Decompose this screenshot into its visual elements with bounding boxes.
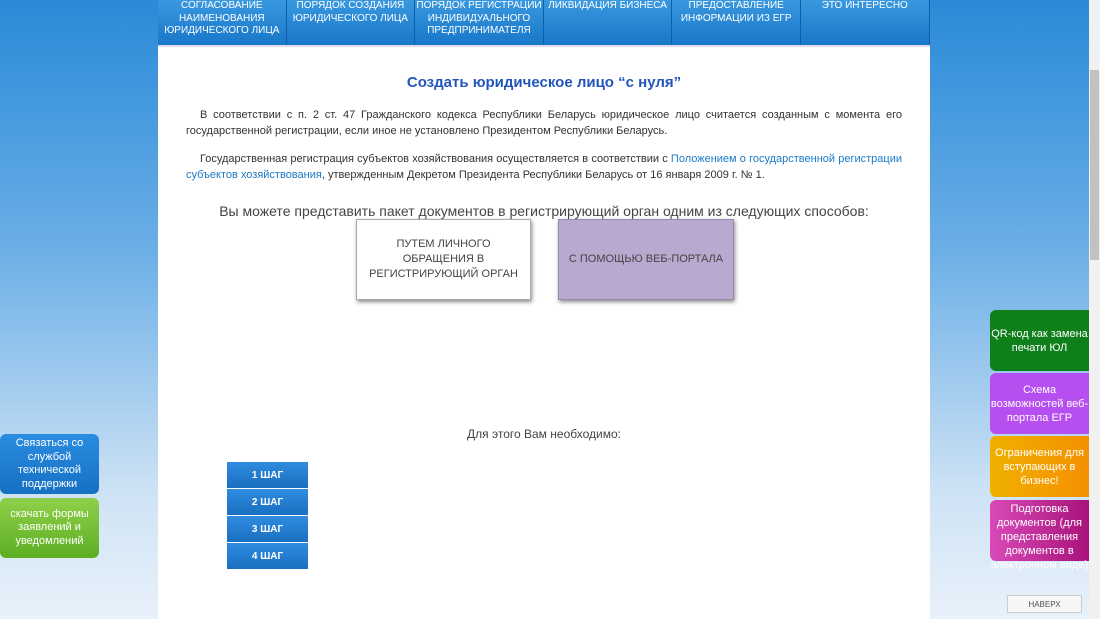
paragraph xyxy=(186,151,902,183)
in-person-button[interactable]: ПУТЕМ ЛИЧНОГО ОБРАЩЕНИЯ В РЕГИСТРИРУЮЩИЙ ОРГАН xyxy=(356,219,531,300)
scrollbar[interactable] xyxy=(1089,0,1100,619)
methods-heading: Вы можете представить пакет документов в регистрирующий орган одним из следующих способов: xyxy=(219,203,869,219)
support-button[interactable]: Связаться со службой технической поддержки xyxy=(0,434,99,494)
regulation-link[interactable]: Положением о государственной регистрации субъектов хозяйствования xyxy=(186,153,902,181)
page-title: Создать юридическое лицо “с нуля” xyxy=(406,74,682,91)
back-to-top-button[interactable]: НАВЕРХ xyxy=(1007,595,1082,613)
text: , утвержденным Декретом Президента Республики Беларусь от 16 января 2009 г. № 1. xyxy=(321,169,765,181)
step-1-button[interactable]: 1 ШАГ xyxy=(227,462,308,488)
nav-item[interactable]: ЛИКВИДАЦИЯ БИЗНЕСА xyxy=(544,0,673,45)
nav-item[interactable]: ПОРЯДОК РЕГИСТРАЦИИ ИНДИВИДУАЛЬНОГО ПРЕДПРИНИМАТЕЛЯ xyxy=(415,0,544,45)
restrictions-button[interactable]: Ограничения для вступающих в бизнес! xyxy=(990,436,1089,497)
text: В соответствии с п. 2 ст. 47 Гражданского кодекса Республики Беларусь юридическое лицо считается созданным с момента его государственной регистрации, если иное не установлено Президентом Республики Беларусь. xyxy=(186,109,902,137)
step-3-button[interactable]: 3 ШАГ xyxy=(227,516,308,542)
nav-item[interactable]: СОГЛАСОВАНИЕ НАИМЕНОВАНИЯ ЮРИДИЧЕСКОГО ЛИЦА xyxy=(158,0,287,45)
portal-scheme-button[interactable]: Схема возможностей веб-портала ЕГР xyxy=(990,373,1089,434)
qr-code-button[interactable]: QR-код как замена печати ЮЛ xyxy=(990,310,1089,371)
step-4-button[interactable]: 4 ШАГ xyxy=(227,543,308,569)
nav-item[interactable]: ПОРЯДОК СОЗДАНИЯ ЮРИДИЧЕСКОГО ЛИЦА xyxy=(287,0,416,45)
download-forms-button[interactable]: скачать формы заявлений и уведомлений xyxy=(0,498,99,558)
text: Государственная регистрация субъектов хозяйствования осуществляется в соответствии с xyxy=(200,153,671,165)
scrollbar-thumb[interactable] xyxy=(1090,70,1099,260)
nav-item[interactable]: ПРЕДОСТАВЛЕНИЕ ИНФОРМАЦИИ ИЗ ЕГР xyxy=(672,0,801,45)
paragraph xyxy=(186,107,902,139)
prepare-docs-button[interactable]: Подготовка документов (для представления документов в электронном виде) xyxy=(990,500,1089,561)
main-nav xyxy=(158,0,930,45)
need-heading: Для этого Вам необходимо: xyxy=(467,427,621,441)
nav-item[interactable]: ЭТО ИНТЕРЕСНО xyxy=(801,0,930,45)
web-portal-button[interactable]: С ПОМОЩЬЮ ВЕБ-ПОРТАЛА xyxy=(558,219,734,300)
content xyxy=(158,45,930,619)
step-2-button[interactable]: 2 ШАГ xyxy=(227,489,308,515)
